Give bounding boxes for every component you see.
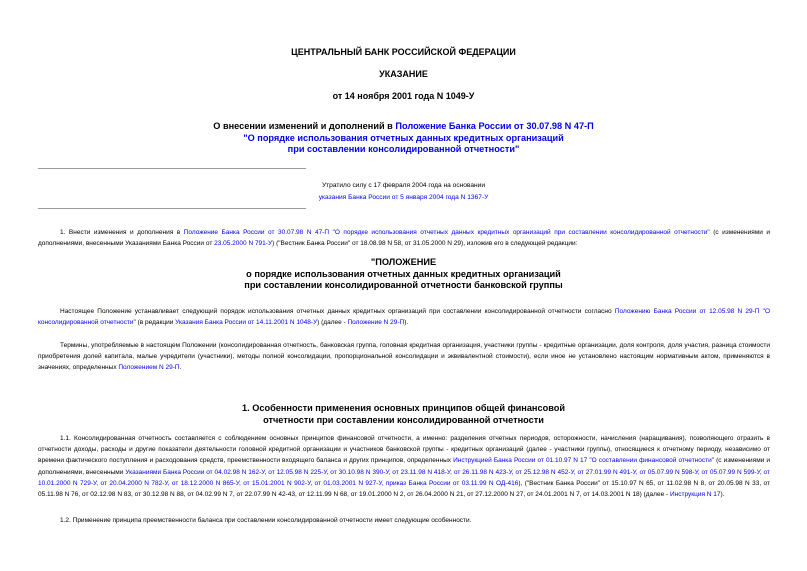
regulation-47p-link[interactable]: Положение Банка России от 30.07.98 N 47-П	[395, 121, 594, 131]
para5-text-a: 1.2. Применение принципа преемственности баланса при составлении консолидированной отчетности имеет следующие особенности.	[60, 517, 472, 524]
document-type: УКАЗАНИЕ	[379, 69, 428, 79]
para4-text-c: ), ("Вестник Банка России" от 15.10.97 N 65, от 11.02.98 N 8, от 20.05.98 N 33, от 05.11.98 N 76, от 02.12.98 N 83, от 30.12.98 N 88, от 04.02.99 N 7, от 22.07.99 N 42-43, от 12.11.99 N 68, от 19.01.2000 N 2, от 26.04.2000 N 21, от 27.12.2000 N 27, от 24.01.2001 N 7, от 14.03.2001 N 18) (далее -	[38, 479, 770, 499]
section-1-title-line-2: отчетности при составлении консолидированной отчетности	[263, 414, 544, 425]
paragraph-1-1	[38, 433, 770, 500]
document-date-number: от 14 ноября 2001 года N 1049-У	[332, 91, 475, 101]
para1-regulation-link[interactable]: Положение Банка России от 30.07.98 N 47-П "О порядке использования отчетных данных кредитных организаций при составлении консолидированной отчетности"	[183, 229, 710, 236]
regulation-title-link-2[interactable]: при составлении консолидированной отчетности"	[287, 144, 520, 154]
para2-regulation-short-link[interactable]: Положение N 29-П	[347, 319, 405, 327]
para4-instruction-17-short-link[interactable]: Инструкция N 17	[669, 491, 721, 499]
expiry-note	[0, 180, 807, 204]
paragraph-1	[38, 227, 770, 249]
regulation-title-line-2: о порядке использования отчетных данных кредитных организаций	[246, 268, 561, 279]
para3-text-b: .	[179, 364, 182, 372]
expiry-instruction-link[interactable]: указания Банка России от 5 января 2004 года N 1367-У	[318, 194, 489, 201]
para3-text-a: Термины, употребляемые в настоящем Положении (консолидированная отчетность, банковская группа, головная кредитная организация, участники группы - кредитные организации, доля контроля, доля участия, разница стоимости приобретения долей капитала, малые учредители (участники), методы полной консолидации, пропорциональной консолидации и эквивалентной стоимости), если иное не установлено настоящим нормативным актом, применяются в значениях, определенных	[38, 342, 770, 372]
divider-top	[38, 168, 306, 169]
paragraph-2	[38, 306, 770, 328]
regulation-title-link-1[interactable]: "О порядке использования отчетных данных кредитных организаций	[243, 132, 564, 143]
subject-line-3	[0, 144, 807, 156]
para2-instruction-1048u-link[interactable]: Указания Банка России от 14.11.2001 N 1048-У	[175, 319, 318, 327]
para2-text-d: ).	[404, 319, 409, 327]
para2-text-b: (в редакции	[135, 319, 176, 327]
divider-bottom	[38, 208, 306, 209]
para4-text-a: 1.1. Консолидированная отчетность составляется с соблюдением основных принципов финансовой отчетности, а именно: разделения отчетных периодов, осторожности, начисления (наращивания), позволяющего отразить в отчетности доходы, расходы и другие показатели деятельности головной кредитной организации и участников банковской группы - кредитных организаций (далее - участники группы), относящиеся к отчетному периоду, независимо от времени фактического поступления и расходования средств, преемственности входящего баланса и других принципов, определенных	[38, 435, 770, 465]
para4-text-b: (с изменениями и дополнениями, внесенными	[38, 457, 770, 476]
regulation-title-line-3: при составлении консолидированной отчетности банковской группы	[244, 280, 563, 290]
document-subject	[0, 121, 807, 156]
paragraph-1-2	[38, 515, 770, 526]
bank-name: ЦЕНТРАЛЬНЫЙ БАНК РОССИЙСКОЙ ФЕДЕРАЦИИ	[291, 47, 516, 57]
para4-text-d: ).	[720, 491, 725, 499]
subject-line-1	[0, 121, 807, 133]
para2-text-c: ) (далее -	[317, 319, 348, 327]
para2-regulation-29p-link[interactable]: Положению Банка России от 12.05.98 N 29-П "О консолидированной отчетности"	[38, 308, 771, 327]
expiry-line: Утратило силу с 17 февраля 2004 года на основании	[321, 182, 486, 189]
para1-text-b: (с изменениями и дополнениями, внесенными Указаниями Банка России от	[38, 229, 771, 248]
section-1-title-line-1: 1. Особенности применения основных принципов общей финансовой	[242, 403, 565, 413]
para1-amendment-link[interactable]: 23.05.2000 N 791-У	[214, 240, 273, 248]
para4-amendments-link[interactable]: Указаниями Банка России от 04.02.98 N 162-У, от 12.05.98 N 225-У, от 30.10.98 N 390-У, от 23.11.98 N 418-У, от 26.11.98 N 423-У, от 25.12.98 N 452-У, от 27.01.99 N 491-У, от 05.07.99 N 598-У, от 05.07.99 N 599-У, от 10.01.2000 N 729-У, от 20.04.2000 N 782-У, от 18.12.2000 N 865-У, от 15.01.2001 N 902-У, от 01.03.2001 N 927-У, приказ Банка России от 03.11.99 N ОД-416	[38, 468, 770, 487]
para4-instruction-17-link[interactable]: Инструкцией Банка России от 01.10.97 N 17 "О составлении финансовой отчетности"	[453, 457, 715, 465]
para3-regulation-link[interactable]: Положением N 29-П	[118, 364, 180, 372]
para1-text-c: ) ("Вестник Банка России" от 18.08.98 N 58, от 31.05.2000 N 29), изложив его в следующей редакции:	[272, 240, 578, 248]
regulation-title-line-1: "ПОЛОЖЕНИЕ	[370, 257, 437, 267]
subject-prefix: О внесении изменений и дополнений в	[213, 121, 396, 131]
para2-text-a: Настоящее Положение устанавливает следующий порядок использования отчетных данных кредитных организаций при составлении консолидированной отчетности согласно	[60, 308, 615, 315]
para1-text-a: 1. Внести изменения и дополнения в	[60, 229, 184, 236]
regulation-title	[0, 257, 807, 292]
paragraph-3	[38, 340, 770, 374]
subject-line-2	[0, 133, 807, 145]
section-1-title	[0, 403, 807, 426]
